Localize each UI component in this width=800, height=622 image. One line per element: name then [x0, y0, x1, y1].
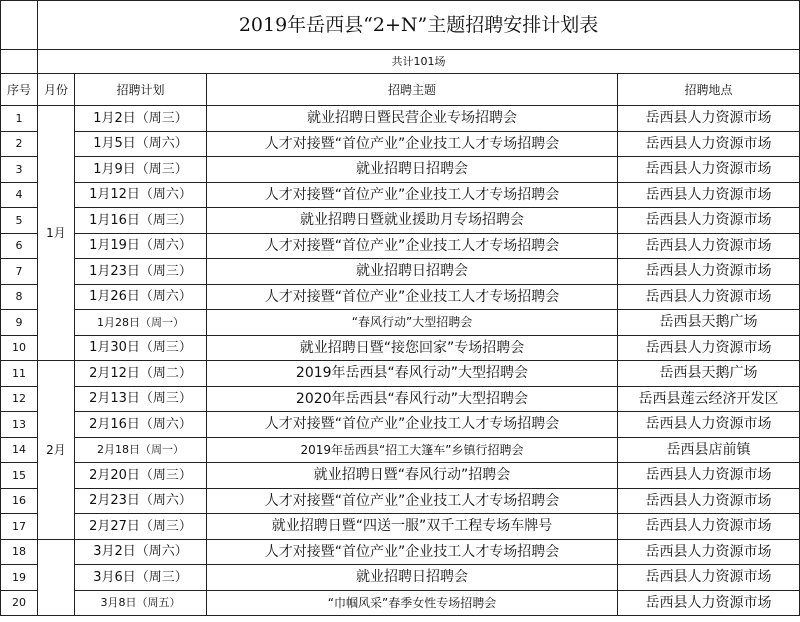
table-row	[1, 233, 800, 259]
row-location: 岳西县人力资源市场	[618, 539, 800, 565]
row-theme: 人才对接暨“首位产业”企业技工人才专场招聘会	[207, 233, 618, 259]
row-location: 岳西县人力资源市场	[618, 259, 800, 285]
row-no: 9	[1, 310, 38, 336]
header-row	[1, 74, 800, 106]
row-location: 岳西县人力资源市场	[618, 284, 800, 310]
row-location: 岳西县人力资源市场	[618, 208, 800, 234]
row-date: 1月5日（周六）	[75, 131, 207, 157]
row-location: 岳西县人力资源市场	[618, 565, 800, 591]
row-location: 岳西县人力资源市场	[618, 131, 800, 157]
row-date: 3月8日（周五）	[75, 590, 207, 616]
row-location: 岳西县人力资源市场	[618, 488, 800, 514]
row-no: 20	[1, 590, 38, 616]
row-date: 2月12日（周二）	[75, 361, 207, 387]
row-theme: 2019年岳西县“春风行动”大型招聘会	[207, 361, 618, 387]
row-theme: 2020年岳西县“春风行动”大型招聘会	[207, 386, 618, 412]
row-date: 1月26日（周六）	[75, 284, 207, 310]
header-date: 招聘计划	[75, 74, 207, 106]
table-row	[1, 259, 800, 285]
table-row	[1, 539, 800, 565]
row-location: 岳西县人力资源市场	[618, 182, 800, 208]
row-date: 1月30日（周三）	[75, 335, 207, 361]
row-theme: 人才对接暨“首位产业”企业技工人才专场招聘会	[207, 284, 618, 310]
row-location: 岳西县店前镇	[618, 437, 800, 463]
row-date: 2月18日（周一）	[75, 437, 207, 463]
row-no: 18	[1, 539, 38, 565]
month-cell: 2月	[38, 361, 75, 540]
table-row	[1, 412, 800, 438]
row-theme: 人才对接暨“首位产业”企业技工人才专场招聘会	[207, 131, 618, 157]
row-date: 3月6日（周三）	[75, 565, 207, 591]
header-no: 序号	[1, 74, 38, 106]
row-no: 5	[1, 208, 38, 234]
table-title: 2019年岳西县“2+N”主题招聘安排计划表	[38, 1, 800, 50]
table-row	[1, 386, 800, 412]
row-no: 1	[1, 106, 38, 132]
row-location: 岳西县人力资源市场	[618, 157, 800, 183]
total-blank-cell	[1, 50, 38, 74]
row-location: 岳西县人力资源市场	[618, 412, 800, 438]
month-cell: 1月	[38, 106, 75, 361]
row-no: 3	[1, 157, 38, 183]
table-row	[1, 565, 800, 591]
row-theme: 就业招聘日暨“春风行动”招聘会	[207, 463, 618, 489]
table-row	[1, 335, 800, 361]
table-row	[1, 208, 800, 234]
row-theme: 人才对接暨“首位产业”企业技工人才专场招聘会	[207, 412, 618, 438]
row-theme: 就业招聘日暨就业援助月专场招聘会	[207, 208, 618, 234]
row-date: 1月12日（周六）	[75, 182, 207, 208]
row-date: 1月23日（周三）	[75, 259, 207, 285]
row-date: 2月20日（周三）	[75, 463, 207, 489]
row-date: 3月2日（周六）	[75, 539, 207, 565]
row-no: 2	[1, 131, 38, 157]
row-theme: 就业招聘日招聘会	[207, 259, 618, 285]
row-no: 14	[1, 437, 38, 463]
month-cell	[38, 539, 75, 616]
table-row	[1, 310, 800, 336]
row-no: 11	[1, 361, 38, 387]
header-theme: 招聘主题	[207, 74, 618, 106]
table-row	[1, 157, 800, 183]
row-date: 2月27日（周三）	[75, 514, 207, 540]
row-date: 1月28日（周一）	[75, 310, 207, 336]
table-row	[1, 361, 800, 387]
row-location: 岳西县天鹅广场	[618, 361, 800, 387]
header-month: 月份	[38, 74, 75, 106]
row-location: 岳西县人力资源市场	[618, 335, 800, 361]
row-theme: 就业招聘日暨民营企业专场招聘会	[207, 106, 618, 132]
table-row	[1, 463, 800, 489]
row-date: 2月23日（周六）	[75, 488, 207, 514]
row-location: 岳西县人力资源市场	[618, 106, 800, 132]
table-row	[1, 284, 800, 310]
row-no: 13	[1, 412, 38, 438]
row-date: 1月19日（周六）	[75, 233, 207, 259]
row-date: 2月16日（周六）	[75, 412, 207, 438]
title-row	[1, 1, 800, 50]
table-row	[1, 488, 800, 514]
row-location: 岳西县人力资源市场	[618, 514, 800, 540]
row-date: 2月13日（周三）	[75, 386, 207, 412]
row-no: 7	[1, 259, 38, 285]
table-row	[1, 590, 800, 616]
row-location: 岳西县人力资源市场	[618, 590, 800, 616]
row-no: 19	[1, 565, 38, 591]
row-location: 岳西县人力资源市场	[618, 233, 800, 259]
row-no: 10	[1, 335, 38, 361]
row-no: 15	[1, 463, 38, 489]
row-date: 1月9日（周三）	[75, 157, 207, 183]
row-no: 12	[1, 386, 38, 412]
row-location: 岳西县莲云经济开发区	[618, 386, 800, 412]
row-no: 17	[1, 514, 38, 540]
row-location: 岳西县人力资源市场	[618, 463, 800, 489]
row-date: 1月2日（周三）	[75, 106, 207, 132]
title-blank-cell	[1, 1, 38, 50]
row-theme: 就业招聘日暨“接您回家”专场招聘会	[207, 335, 618, 361]
table-row	[1, 106, 800, 132]
row-theme: “春风行动”大型招聘会	[207, 310, 618, 336]
table-row	[1, 514, 800, 540]
row-theme: 就业招聘日招聘会	[207, 565, 618, 591]
row-theme: 就业招聘日招聘会	[207, 157, 618, 183]
table-row	[1, 131, 800, 157]
table-row	[1, 182, 800, 208]
row-date: 1月16日（周三）	[75, 208, 207, 234]
row-theme: “巾帼风采”春季女性专场招聘会	[207, 590, 618, 616]
table-row	[1, 437, 800, 463]
total-row	[1, 50, 800, 74]
row-theme: 就业招聘日暨“四送一服”双千工程专场车牌号	[207, 514, 618, 540]
row-no: 6	[1, 233, 38, 259]
row-theme: 人才对接暨“首位产业”企业技工人才专场招聘会	[207, 488, 618, 514]
row-no: 16	[1, 488, 38, 514]
row-theme: 人才对接暨“首位产业”企业技工人才专场招聘会	[207, 182, 618, 208]
row-theme: 人才对接暨“首位产业”企业技工人才专场招聘会	[207, 539, 618, 565]
header-location: 招聘地点	[618, 74, 800, 106]
row-theme: 2019年岳西县“招工大篷车”乡镇行招聘会	[207, 437, 618, 463]
row-no: 8	[1, 284, 38, 310]
row-location: 岳西县天鹅广场	[618, 310, 800, 336]
row-no: 4	[1, 182, 38, 208]
total-count: 共计101场	[38, 50, 800, 74]
